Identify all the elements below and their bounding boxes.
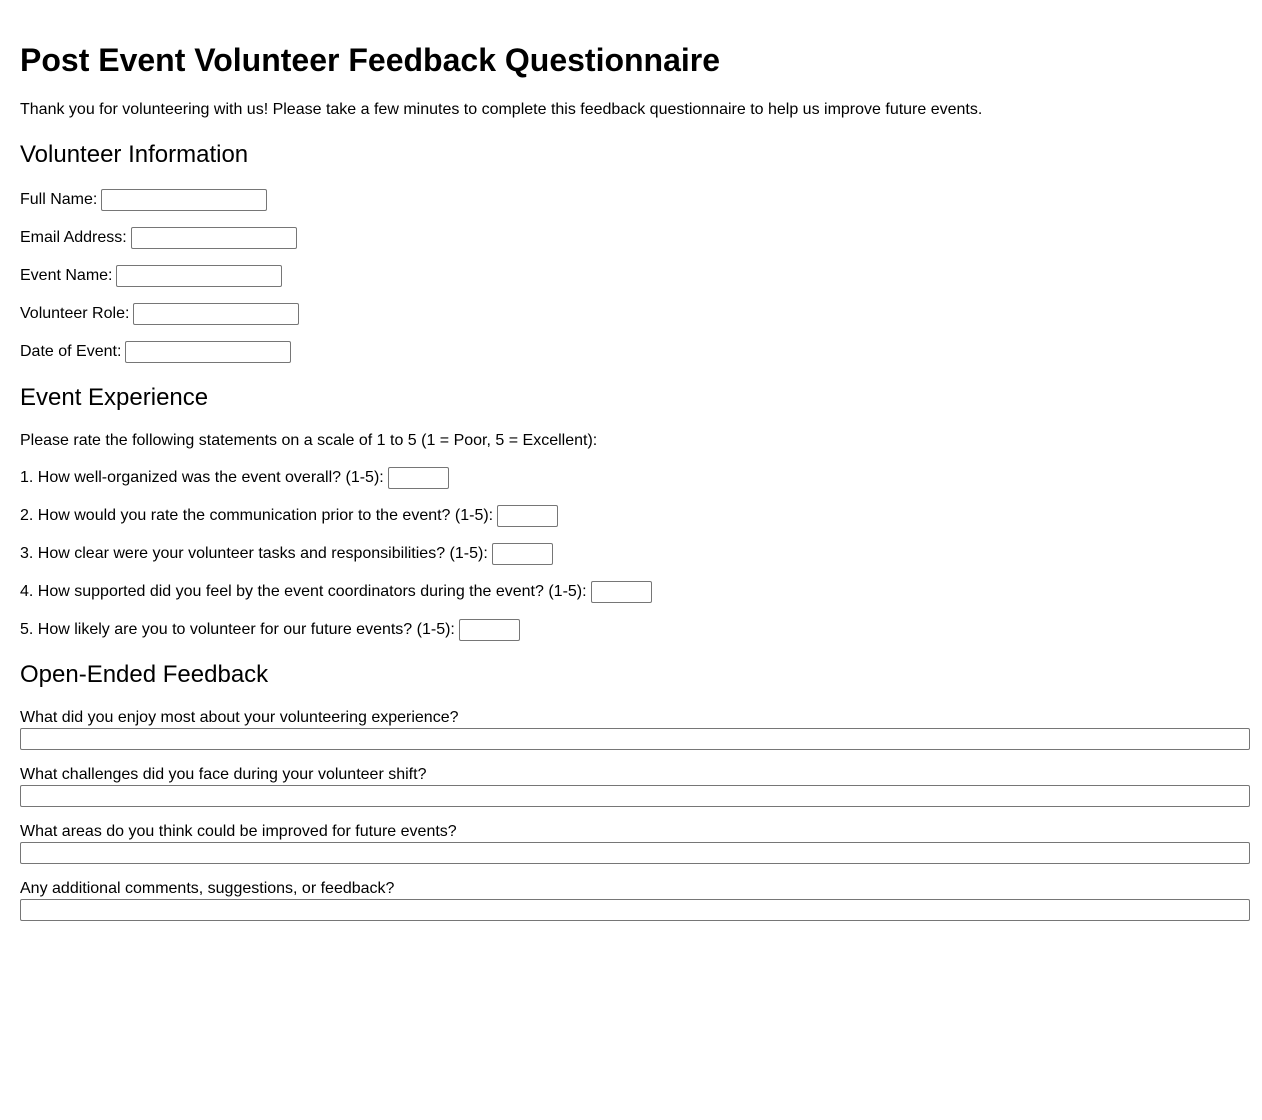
rating-label-3: 3. How clear were your volunteer tasks and responsibilities? (1-5): <box>20 545 488 562</box>
event-date-label: Date of Event: <box>20 343 122 360</box>
open-question-label-1: What did you enjoy most about your volunteering experience? <box>20 709 459 726</box>
volunteer-role-label: Volunteer Role: <box>20 305 130 322</box>
open-question-block-3 <box>20 822 1250 864</box>
open-question-block-2 <box>20 765 1250 807</box>
event-name-label: Event Name: <box>20 267 113 284</box>
event-date-input[interactable] <box>125 341 291 363</box>
rating-row-2 <box>20 504 558 528</box>
open-question-block-4 <box>20 879 1250 921</box>
rating-label-4: 4. How supported did you feel by the event coordinators during the event? (1-5): <box>20 583 587 600</box>
open-question-label-2: What challenges did you face during your volunteer shift? <box>20 766 427 783</box>
rating-input-3[interactable] <box>492 543 553 565</box>
additional-comments-input[interactable] <box>20 899 1250 921</box>
rating-instructions: Please rate the following statements on a scale of 1 to 5 (1 = Poor, 5 = Excellent): <box>20 432 598 449</box>
improvements-input[interactable] <box>20 842 1250 864</box>
volunteer-role-input[interactable] <box>133 303 299 325</box>
event-name-row <box>20 264 282 288</box>
rating-row-5 <box>20 618 520 642</box>
full-name-input[interactable] <box>101 189 267 211</box>
full-name-row <box>20 188 267 212</box>
challenges-input[interactable] <box>20 785 1250 807</box>
event-date-row <box>20 340 291 364</box>
open-feedback-heading: Open-Ended Feedback <box>20 661 269 688</box>
rating-label-2: 2. How would you rate the communication prior to the event? (1-5): <box>20 507 494 524</box>
rating-row-3 <box>20 542 553 566</box>
rating-row-1 <box>20 466 449 490</box>
rating-label-1: 1. How well-organized was the event overall? (1-5): <box>20 469 384 486</box>
open-question-label-3: What areas do you think could be improved for future events? <box>20 823 457 840</box>
enjoy-most-input[interactable] <box>20 728 1250 750</box>
rating-input-2[interactable] <box>497 505 558 527</box>
rating-label-5: 5. How likely are you to volunteer for our future events? (1-5): <box>20 621 455 638</box>
intro-text: Thank you for volunteering with us! Please take a few minutes to complete this feedback questionnaire to help us improve future events. <box>20 101 983 118</box>
email-input[interactable] <box>131 227 297 249</box>
open-question-block-1 <box>20 708 1250 750</box>
event-name-input[interactable] <box>116 265 282 287</box>
volunteer-info-heading: Volunteer Information <box>20 141 249 168</box>
email-row <box>20 226 297 250</box>
rating-input-5[interactable] <box>459 619 520 641</box>
event-experience-heading: Event Experience <box>20 384 209 411</box>
rating-input-4[interactable] <box>591 581 652 603</box>
full-name-label: Full Name: <box>20 191 98 208</box>
rating-row-4 <box>20 580 652 604</box>
open-question-label-4: Any additional comments, suggestions, or feedback? <box>20 880 395 897</box>
page-title: Post Event Volunteer Feedback Questionnaire <box>20 42 721 78</box>
rating-input-1[interactable] <box>388 467 449 489</box>
volunteer-role-row <box>20 302 299 326</box>
email-label: Email Address: <box>20 229 127 246</box>
